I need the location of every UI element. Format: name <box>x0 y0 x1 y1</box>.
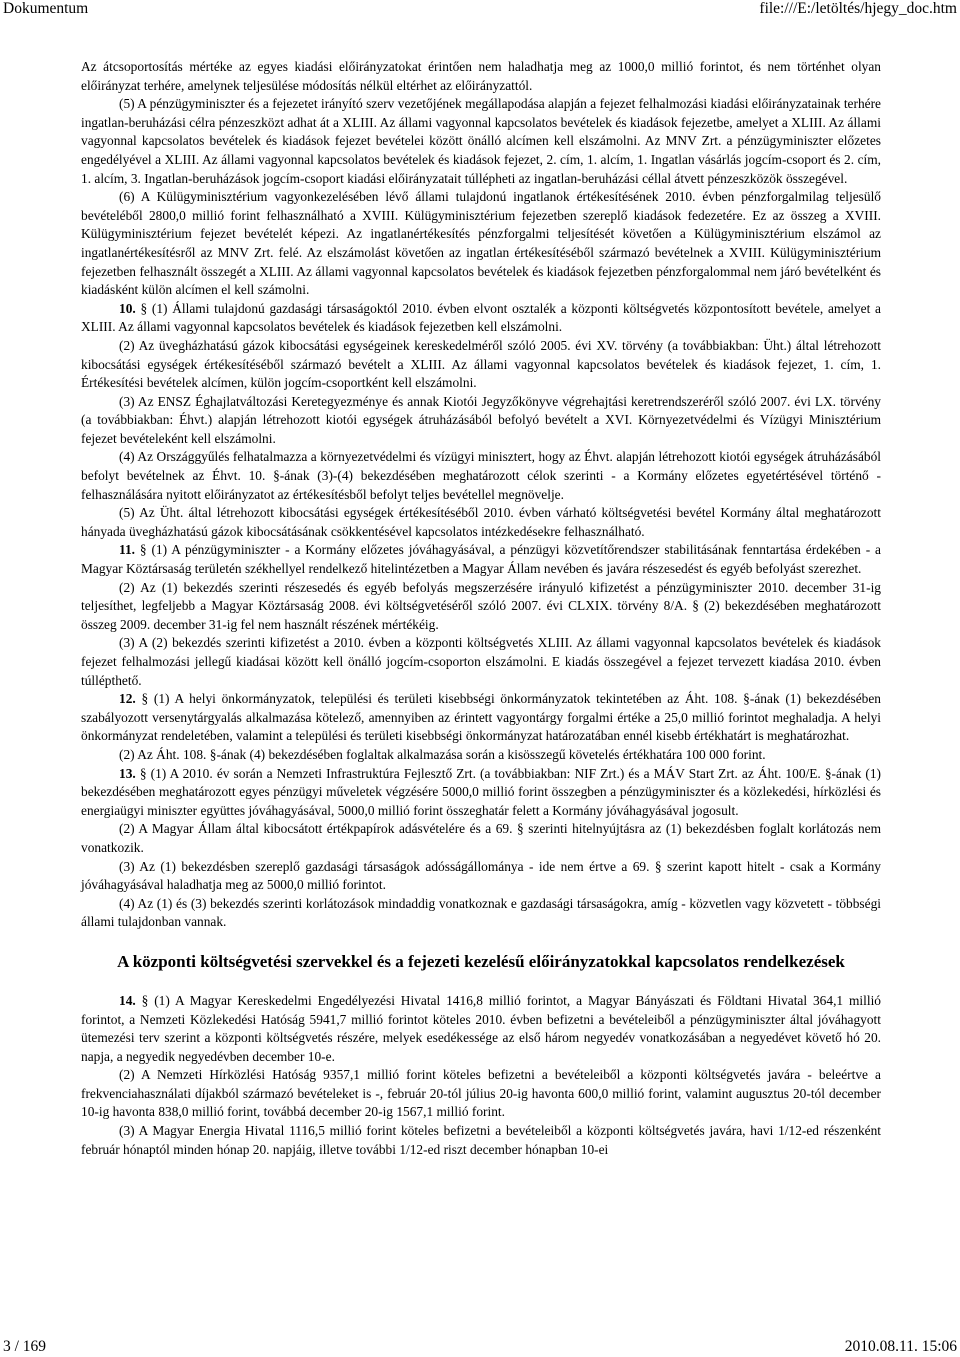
paragraph: 10. § (1) Állami tulajdonú gazdasági társaságoktól 2010. évben elvont osztalék a központi költségvetés központosított bevétele, amelyet a XLIII. Az állami vagyonnal kapcsolatos bevételek és kiadások fejezetben kell elszámolni. <box>81 300 881 335</box>
document-path: file:///E:/letöltés/hjegy_doc.htm <box>759 0 957 17</box>
paragraph: (5) A pénzügyminiszter és a fejezetet irányító szerv vezetőjének megállapodása alapján a fejezet felhalmozási kiadási előirányzatainak terhére ingatlan-beruházási célra pénzeszközt adhat át a XLIII. Az állami vagyonnal kapcsolatos bevételek és kiadások fejezetbe, amelyet a XLIII. Az állami vagyonnal kapcsolatos bevételek és kiadások fejezet bevételei között önálló alcímen kell elszámolni. Az MNV Zrt. a pénzügyminiszter előzetes engedélyével a XLIII. Az állami vagyonnal kapcsolatos bevételek és kiadások fejezet, 2. cím, 1. alcím, 1. Ingatlan vásárlás jogcím-csoport és 2. cím, 1. alcím, 3. Ingatlan-beruházások jogcím-csoport kiadási előirányzatait túllépheti az ingatlan-beruházási céllal átvett pénzeszközök összegével. <box>81 96 881 186</box>
paragraph: (5) Az Üht. által létrehozott kibocsátási egységek értékesítéséből 2010. évben várható költségvetési bevétel Kormány által meghatározott hányada üvegházhatású gázok kibocsátásának csökkentésével kapcsolatos intézkedésekre felhasználható. <box>81 505 881 539</box>
page-counter: 3 / 169 <box>3 1338 47 1355</box>
paragraph: 14. § (1) A Magyar Kereskedelmi Engedélyezési Hivatal 1416,8 millió forintot, a Magyar Bányászati és Földtani Hivatal 364,1 millió forintot, a Nemzeti Közlekedési Hatóság 5941,7 millió forintot köteles 2010. évben befizetni a bevételeiből a pénzügyminiszter által jóváhagyott ütemezési terv szerint a központi költségvetés részére, melyek esedékessége az első három negyedév vonatkozásában a negyedévet követő hó 20. napja, a negyedik negyedévben december 10-e. <box>81 992 881 1064</box>
section-number: 13. <box>119 765 136 781</box>
print-timestamp: 2010.08.11. 15:06 <box>844 1338 957 1355</box>
paragraph: (2) Az Áht. 108. §-ának (4) bekezdésében foglaltak alkalmazása során a kisösszegű követelés értékhatára 100 000 forint. <box>119 746 766 762</box>
paragraph: (3) Az (1) bekezdésben szereplő gazdasági társaságok adósságállománya - ide nem értve a 69. § szerint kapott hitelt - csak a Kormány jóváhagyásával haladhatja meg az 5000,0 millió forintot. <box>81 858 881 893</box>
paragraph: (3) A (2) bekezdés szerinti kifizetést a 2010. évben a központi költségvetés XLIII. Az állami vagyonnal kapcsolatos bevételek és kiadások fejezet felhalmozási jellegű kiadásai között kell önálló jogcím-csoporton elszámolni. E kiadás összegével a fejezet tervezett kiadása 2010. évben túllépthető. <box>81 635 881 688</box>
paragraph: 12. § (1) A helyi önkormányzatok, települési és területi kisebbségi önkormányzatok tekintetében az Áht. 108. §-ának (1) bekezdésében szabályozott versenytárgyalás alkalmazása kötelező, amennyiben az érintett vagyontárgy forgalmi értéke a 25,0 millió forintot meghaladja. A helyi önkormányzat rendeletében, valamint a települési és területi kisebbségi önkormányzat határozatában ennél kisebb értékhatárt is meghatározhat. <box>81 691 881 744</box>
paragraphs-after-heading <box>81 992 881 1159</box>
document-title: Dokumentum <box>3 0 89 17</box>
paragraph: (2) Az (1) bekezdés szerinti részesedés és egyéb befolyás megszerzésére irányuló kifizetést a pénzügyminiszter 2010. december 31-ig teljesíthet, legfeljebb a Magyar Köztársaság 2008. évi költségvetéséről szóló 2007. évi CLXIX. törvény 8/A. § (2) bekezdésében meghatározott összeg 2009. december 31-ig fel nem használt részének mértékéig. <box>81 579 881 632</box>
section-number: 12. <box>119 691 136 707</box>
paragraphs-before-heading <box>81 58 881 932</box>
document-body <box>81 58 881 1159</box>
section-number: 11. <box>119 542 135 558</box>
paragraph: (3) Az ENSZ Éghajlatváltozási Keretegyezménye és annak Kiotói Jegyzőkönyve végrehajtási keretrendszeréről szóló 2007. évi LX. törvény (a továbbiakban: Éhvt.) alapján létrehozott kiotói egységek átruházásából befolyó bevételt a XVI. Környezetvédelmi és Vízügyi Minisztérium fejezet bevételeként kell elszámolni. <box>81 393 881 446</box>
paragraph: (2) A Nemzeti Hírközlési Hatóság 9357,1 millió forint köteles befizetni a bevételeiből a központi költségvetés javára - beleértve a frekvenciahasználati díjakból származó bevételeket is -, február 20-tól július 20-ig havonta 600,0 millió forint, valamint augusztus 20-tól december 10-ig havonta 838,0 millió forint, továbbá december 20-ig 1567,1 millió forint. <box>81 1067 881 1120</box>
paragraph: (6) A Külügyminisztérium vagyonkezelésében lévő állami tulajdonú ingatlanok értékesítésének 2010. évben pénzforgalmilag teljesülő bevételéből 2800,0 millió forint felhasználható a XVIII. Külügyminisztérium fejezetben szereplő kiadások fedezetére. Ez az összeg a XVIII. Külügyminisztérium fejezet bevételét képezi. Az ingatlanértékesítés pénzforgalmi teljesítését követően a Külügyminisztérium elszámol az ingatlanértékesítésről az MNV Zrt. felé. Az elszámolást követően az ingatlan értékesítéséből származó bevételnek a XVIII. Külügyminisztérium fejezetben felhasznált összegét a XLIII. Az állami vagyonnal kapcsolatos bevételek és kiadások fejezetben pénzforgalommal nem járó bevételként és kiadásként külön alcímen el kell számolni. <box>81 189 881 298</box>
paragraph: 11. § (1) A pénzügyminiszter - a Kormány előzetes jóváhagyásával, a pénzügyi közvetítőrendszer stabilitásának fenntartása érdekében - a Magyar Köztársaság területén székhellyel rendelkező hitelintézetben a Magyar Állam nevében és javára részesedést és egyéb befolyást szerezhet. <box>81 542 881 577</box>
paragraph: Az átcsoportosítás mértéke az egyes kiadási előirányzatokat érintően nem haladhatja meg az 1000,0 millió forintot, és nem történhet olyan előirányzat terhére, amelynek teljesülése módosítás nélkül eltérhet az előirányzattól. <box>81 59 881 93</box>
paragraph: (3) A Magyar Energia Hivatal 1116,5 millió forint köteles befizetni a bevételeiből a központi költségvetés javára, havi 1/12-ed részenként február hónaptól minden hónap 20. napjáig, illetve további 1/12-ed riszt december hónapban 10-ei <box>81 1123 881 1157</box>
section-heading: A központi költségvetési szervekkel és a fejezeti kezelésű előirányzatokkal kapcsolatos rendelkezések <box>117 951 845 971</box>
paragraph: (4) Az Országgyűlés felhatalmazza a környezetvédelmi és vízügyi minisztert, hogy az Éhvt. alapján létrehozott kiotói egységek átruházásából befolyt bevételnek az Éhvt. 10. §-ának (3)-(4) bekezdésében meghatározott célok szerinti - a Kormány előzetes egyetértésével történő - felhasználására nyitott előirányzatot az értékesítésből befolyt teljes bevétellel megnövelje. <box>81 449 881 502</box>
paragraph: (2) Az üvegházhatású gázok kibocsátási egységeinek kereskedelméről szóló 2005. évi XV. törvény (a továbbiakban: Üht.) által létrehozott kibocsátási egységek értékesítéséből származó bevételt a XLIII. Az állami vagyonnal kapcsolatos bevételek és kiadások fejezet, 1. cím, 1. Értékesítési bevételek alcímen, külön jogcím-csoportként kell elszámolni. <box>81 337 881 391</box>
paragraph: (2) A Magyar Állam által kibocsátott értékpapírok adásvételére és a 69. § szerinti hitelnyújtásra az (1) bekezdésben foglalt korlátozás nem vonatkozik. <box>81 821 881 855</box>
paragraph: (4) Az (1) és (3) bekezdés szerinti korlátozások mindaddig vonatkoznak e gazdasági társaságokra, amíg - közvetlen vagy közvetett - többségi állami tulajdonban vannak. <box>81 895 881 930</box>
paragraph: 13. § (1) A 2010. év során a Nemzeti Infrastruktúra Fejlesztő Zrt. (a továbbiakban: NIF Zrt.) és a MÁV Start Zrt. az Áht. 100/E. §-ának (1) bekezdésében meghatározott egyes pénzügyi műveletek végzésére 5000,0 millió forint összegben a pénzügyminiszter és a közlekedési, hírközlési és energiaügyi miniszter együttes jóváhagyásával, 5000,0 millió forint összeghatár felett a Kormány jóváhagyásával jogosult. <box>81 765 881 818</box>
section-number: 14. <box>119 992 136 1008</box>
section-number: 10. <box>119 300 136 316</box>
